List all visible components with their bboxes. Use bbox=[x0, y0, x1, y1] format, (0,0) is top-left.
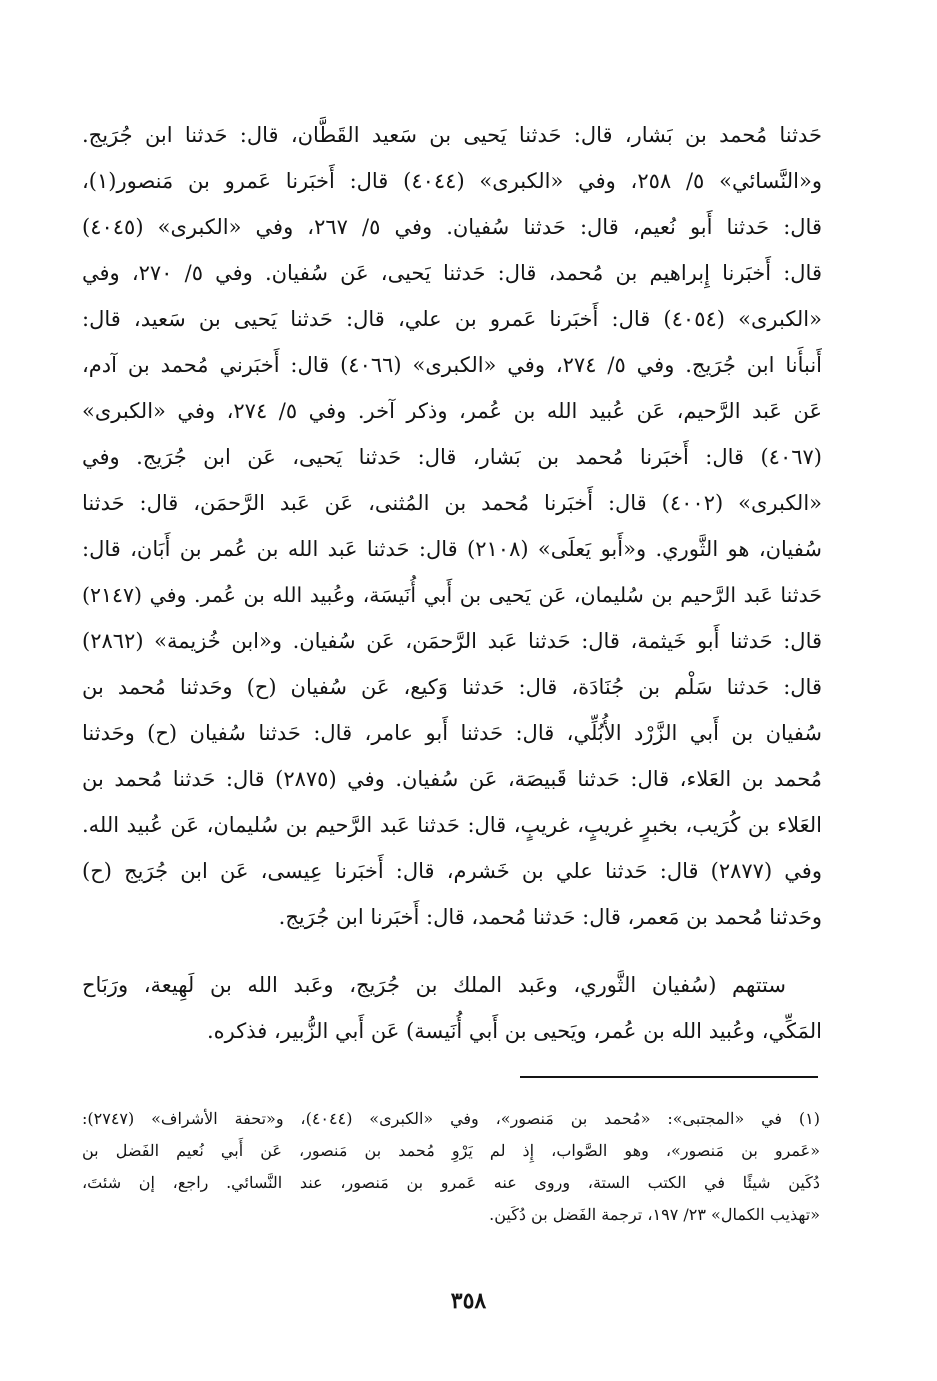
text-line: سُفيان، هو الثَّوري. و«أَبو يَعلَى» (٢١٠٨) قال: حَدثنا عَبد الله بن عُمر بن أَبَان، قال: bbox=[82, 537, 822, 561]
main-paragraph bbox=[82, 112, 822, 940]
footnote-line: دُكَين شيئًا في الكتب الستة، وروى عنه عَمرو بن مَنصور، عند النَّسائي. راجع، إن شئتَ، bbox=[82, 1173, 820, 1192]
text-line: و«النَّسائي» ٥/ ٢٥٨، وفي «الكبرى» (٤٠٤٤) قال: أَخبَرنا عَمرو بن مَنصور(١)، bbox=[82, 169, 822, 193]
text-line: عَن عَبد الرَّحيم، عَن عُبيد الله بن عُمر، وذكر آخر. وفي ٥/ ٢٧٤، وفي «الكبرى» bbox=[82, 399, 822, 423]
text-line: مُحمد بن العَلاء، قال: حَدثنا قَبيصَة، عَن سُفيان. وفي (٢٨٧٥) قال: حَدثنا مُحمد بن bbox=[82, 767, 822, 791]
text-line: أَنبأَنا ابن جُرَيج. وفي ٥/ ٢٧٤، وفي «الكبرى» (٤٠٦٦) قال: أَخبَرني مُحمد بن آدم، bbox=[82, 353, 822, 377]
second-paragraph bbox=[82, 962, 822, 1054]
text-line: سُفيان بن أَبي الزَّرْد الأُبُلِّي، قال: حَدثنا أَبو عامر، قال: حَدثنا سُفيان (ح) وحَدثنا bbox=[82, 721, 822, 745]
text-line: قال: حَدثنا سَلْم بن جُنَادَة، قال: حَدثنا وَكيع، عَن سُفيان (ح) وحَدثنا مُحمد بن bbox=[82, 675, 822, 699]
text-line: وحَدثنا مُحمد بن مَعمر، قال: حَدثنا مُحمد، قال: أَخبَرنا ابن جُرَيج. bbox=[278, 905, 822, 929]
footnote-line: (١) في «المجتبى»: «مُحمد بن مَنصور»، وفي «الكبرى» (٤٠٤٤)، و«تحفة الأشراف» (٢٧٤٧): bbox=[82, 1109, 820, 1128]
footnote-line: «عَمرو بن مَنصور»، وهو الصَّواب، إِذ لم يَرْوِ مُحمد بن مَنصور، عَن أَبي نُعيم الفَضل بن bbox=[82, 1141, 820, 1160]
text-line: قال: حَدثنا أَبو خَيثمة، قال: حَدثنا عَبد الرَّحمَن، عَن سُفيان. و«ابن خُزيمة» (٢٨٦٢) bbox=[82, 629, 822, 653]
footnote-separator bbox=[520, 1076, 818, 1078]
text-line: «الكبرى» (٤٠٠٢) قال: أَخبَرنا مُحمد بن المُثنى، عَن عَبد الرَّحمَن، قال: حَدثنا bbox=[82, 491, 822, 515]
text-line: ستتهم (سُفيان الثَّوري، وعَبد الملك بن جُرَيج، وعَبد الله بن لَهِيعة، ورَبَاح bbox=[82, 973, 786, 997]
text-line: وفي (٢٨٧٧) قال: حَدثنا علي بن خَشرم، قال: أَخبَرنا عِيسى، عَن ابن جُرَيج (ح) bbox=[82, 859, 822, 883]
text-line: قال: حَدثنا أَبو نُعيم، قال: حَدثنا سُفيان. وفي ٥/ ٢٦٧، وفي «الكبرى» (٤٠٤٥) bbox=[82, 215, 822, 239]
footnotes bbox=[82, 1103, 820, 1231]
text-line: حَدثنا عَبد الرَّحيم بن سُليمان، عَن يَحيى بن أَبي أُنَيسَة، وعُبيد الله بن عُمر. وفي (٢١٤٧) bbox=[82, 583, 822, 607]
text-line: المَكِّي، وعُبيد الله بن عُمر، ويَحيى بن أَبي أُنَيسة) عَن أَبي الزُّبير، فذكره. bbox=[206, 1019, 822, 1043]
text-line: حَدثنا مُحمد بن بَشار، قال: حَدثنا يَحيى بن سَعيد القَطَّان، قال: حَدثنا ابن جُرَيج. bbox=[82, 123, 822, 147]
text-line: قال: أَخبَرنا إِبراهيم بن مُحمد، قال: حَدثنا يَحيى، عَن سُفيان. وفي ٥/ ٢٧٠، وفي bbox=[82, 261, 822, 285]
page-number: ٣٥٨ bbox=[450, 1288, 487, 1314]
footnote-line: «تهذيب الكمال» ٢٣/ ١٩٧، ترجمة الفَضل بن دُكَين. bbox=[489, 1205, 820, 1224]
text-line: «الكبرى» (٤٠٥٤) قال: أَخبَرنا عَمرو بن علي، قال: حَدثنا يَحيى بن سَعيد، قال: bbox=[82, 307, 822, 331]
text-line: (٤٠٦٧) قال: أَخبَرنا مُحمد بن بَشار، قال: حَدثنا يَحيى، عَن ابن جُرَيج. وفي bbox=[82, 445, 822, 469]
text-line: العَلاء بن كُرَيب، بخبرٍ غريبٍ، غريبٍ، قال: حَدثنا عَبد الرَّحيم بن سُليمان، عَن عُبيد الله. bbox=[82, 813, 822, 837]
